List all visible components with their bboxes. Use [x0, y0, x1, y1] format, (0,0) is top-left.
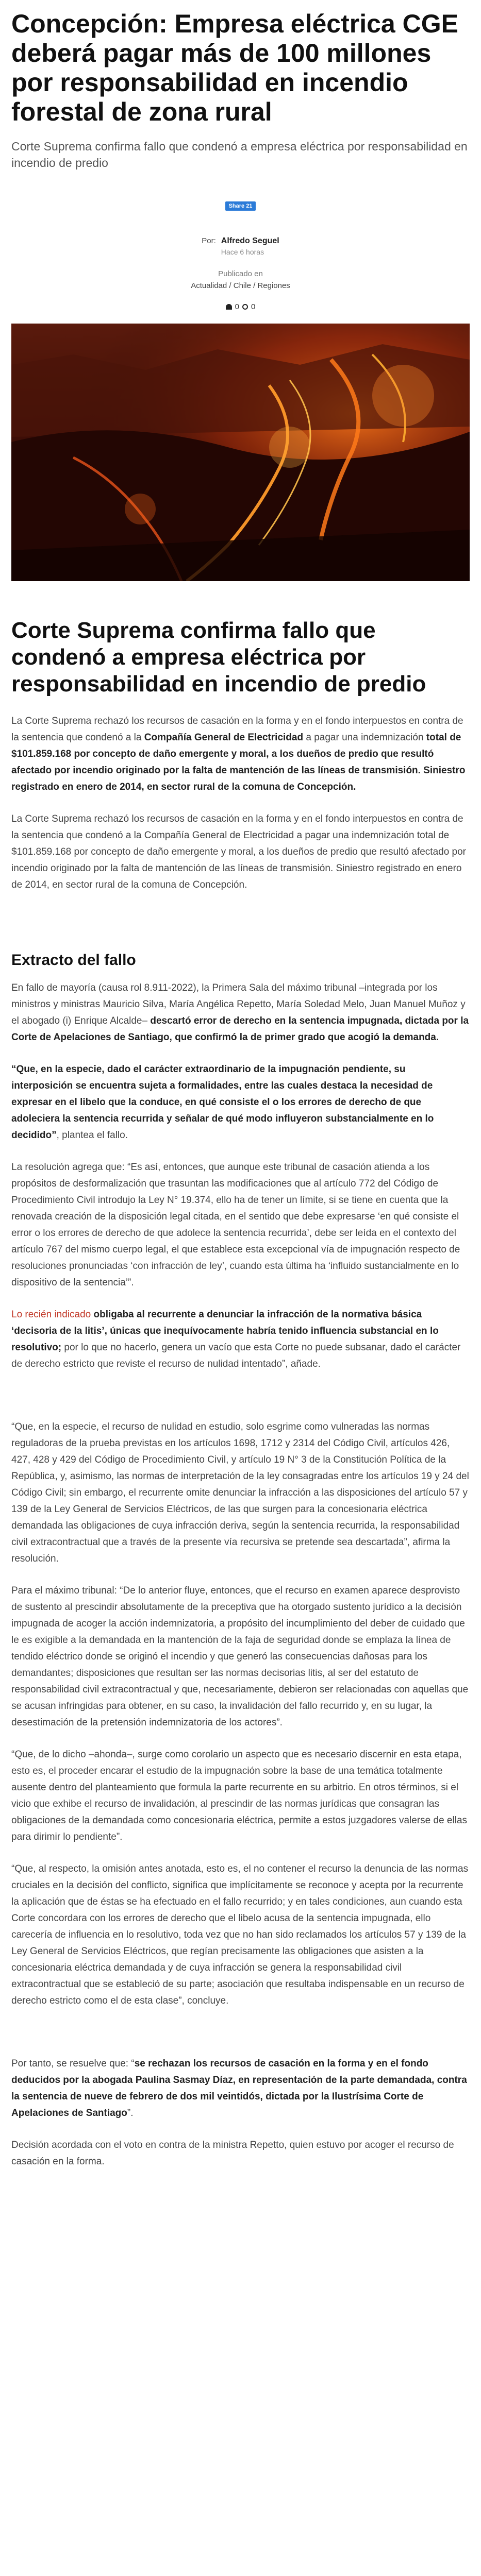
- heart-icon[interactable]: [226, 304, 232, 310]
- text-run: La Corte Suprema rechazó los recursos de casación en la forma y en el fondo interpuestos en contra de la sentencia que condenó a la: [11, 716, 463, 743]
- author-text: [221, 236, 279, 256]
- fire-illustration: [11, 324, 470, 581]
- facebook-share-button[interactable]: Share 21: [225, 201, 256, 211]
- text-run: En fallo de mayoría (causa rol 8.911-2022), la Primera Sala del máximo tribunal –integrada por los ministros y ministras Mauricio Silva, María Angélica Repetto, María Soledad Melo, Juan Manuel Muñoz y el abogado (i) Enrique Alcalde–: [11, 982, 466, 1026]
- author-by-label: Por:: [202, 236, 216, 245]
- paragraph: La resolución agrega que: “Es así, entonces, que aunque este tribunal de casación atienda a los propósitos de desformalización que trasuntan las modificaciones que al artículo 772 del Código de Procedimiento Civil introdujo la Ley N° 19.374, ello ha de tener un límite, si se tiene en cuenta que la renovada creación de la disposición legal citada, en el sentido que debe expresarse ‘en qué consiste el error o los errores de derecho de que adolece la sentencia recurrida’, debe ser leída en el contexto del artículo 767 del mismo cuerpo legal, el que establece esta excepcional vía de impugnación respecto de resoluciones pronunciadas ‘con infracción de ley’, cuando esta última ha ‘influido sustancialmente en lo dispositivo de la sentencia’”.: [11, 1162, 460, 1288]
- reaction-counters: [11, 302, 470, 311]
- comment-icon[interactable]: [242, 304, 248, 310]
- emphasis-text: total de $101.859.168 por concepto de daño emergente y moral, a los dueños de predio que resultó afectado por incendio originado por la falta de mantención de las líneas de transmisión. Siniestro registrado en enero de 2014, en sector rural de la comuna de Concepción.: [11, 732, 466, 792]
- paragraph: “Que, de lo dicho –ahonda–, surge como corolario un aspecto que es necesario discernir en esta etapa, esto es, el proceder encarar el estudio de la impugnación sobre la base de una temática totalmente ausente dentro del planteamiento que formula la parte recurrente en su arbitrio. En otros términos, si el vicio que exhibe el recurso de invalidación, al prescindir de las normas jurídicas que consagran las obligaciones de la demandada como concesionaria eléctrica, permite a estos juzgadores valerse de ellas para dirimir lo pendiente”.: [11, 1749, 468, 1842]
- paragraph: [11, 1307, 470, 1372]
- share-area: [11, 201, 470, 211]
- emphasis-text: se rechazan los recursos de casación en la forma y en el fondo deducidos por la abogada Paulina Sasmay Díaz, en representación de la parte demandada, contra la sentencia de nueve de febrero de dos mil veintidós, dictada por la Ilustrísima Corte de Apelaciones de Santiago: [11, 2058, 467, 2119]
- emphasis-text: obligaba al recurrente a denunciar la infracción de la normativa básica ‘decisoria de la litis’, únicas que inequívocamente habría tenido influencia substancial en lo resolutivo;: [11, 1309, 439, 1353]
- section-title-fallo: Corte Suprema confirma fallo que condenó a empresa eléctrica por responsabilidad en incendio de predio: [11, 618, 426, 697]
- paragraph: [11, 1061, 470, 1144]
- text-run: por lo que no hacerlo, genera un vacío que esta Corte no puede subsanar, dado el carácter de derecho estricto que reviste el recurso de nulidad intentado”, añade.: [11, 1342, 461, 1369]
- quote-text: “Que, en la especie, dado el carácter extraordinario de la impugnación pendiente, su interposición se encuentra sujeta a formalidades, entre las cuales destaca la necesidad de expresar en el libelo que la conduce, en qué consiste el o los errores de derecho de que adoleciera la sentencia recurrida y señalar de qué modo influyeron substancialmente en lo decidido”: [11, 1064, 434, 1141]
- paragraph: Para el máximo tribunal: “De lo anterior fluye, entonces, que el recurso en examen aparece desprovisto de sustento al prescindir absolutamente de la preceptiva que ha otorgado sustento jurídico a la decisión impugnada de acoger la acción indemnizatoria, a propósito del incumplimiento del deber de cuidado que le es exigible a la demandada en la mantención de la faja de seguridad donde se emplaza la línea de tendido eléctrico donde se originó el incendio y que generó las consecuencias dañosas para los demandantes; disposiciones que resultan ser las normas decisorias litis, al ser del estatuto de responsabilidad civil extracontractual y que, necesariamente, debieron ser relacionadas con aquellas que se acusan infringidas para obtener, en su caso, la invalidación del fallo recurrido y, en su lugar, la desestimación de la pretensión indemnizatoria de los actores”.: [11, 1585, 469, 1728]
- paragraph: Decisión acordada con el voto en contra de la ministra Repetto, quien estuvo por acoger el recurso de casación en la forma.: [11, 2140, 454, 2167]
- emphasis-text: descartó error de derecho en la sentencia impugnada, dictada por la Corte de Apelaciones de Santiago, que confirmó la de primer grado que acogió la demanda.: [11, 1015, 469, 1043]
- article-lead: Corte Suprema confirma fallo que condenó a empresa eléctrica por responsabilidad en incendio de predio: [11, 140, 468, 170]
- company-name: Compañía General de Electricidad: [144, 732, 304, 743]
- text-run: Lo recién indicado: [11, 1309, 94, 1320]
- publish-time: Hace 6 horas: [221, 248, 264, 256]
- comment-count: 0: [251, 302, 256, 311]
- paragraph: [11, 713, 470, 795]
- text-run: a pagar una indemnización: [303, 732, 426, 743]
- text-run: ”.: [127, 2108, 134, 2119]
- paragraph: “Que, al respecto, la omisión antes anotada, esto es, el no contener el recurso la denuncia de las normas cruciales en la decisión del conflicto, significa que implícitamente se reconoce y acepta por la recurrente la aplicación que de éstas se ha efectuado en el fallo recurrido; y en tales condiciones, aun cuando esta Corte concordara con los errores de derecho que el libelo acusa de la sentencia impugnada, ello carecería de influencia en lo resolutivo, toda vez que no han sido reclamados los artículos 57 y 139 de la Ley General de Servicios Eléctricos, que regían precisamente las obligaciones que asisten a la concesionaria eléctrica demandada y de cuya infracción se genera la responsabilidad civil extracontractual que se estableció de su parte; asociación que resultaba indispensable en un recurso de derecho estricto como el de esta clase”, concluye.: [11, 1863, 469, 2006]
- paragraph: La Corte Suprema rechazó los recursos de casación en la forma y en el fondo interpuestos en contra de la sentencia que condenó a la Compañía General de Electricidad a pagar una indemnización total de $101.859.168 por concepto de daño emergente y moral, a los dueños de predio que resultó afectado por incendio originado por la falta de mantención de las líneas de transmisión. Siniestro registrado en enero de 2014, en sector rural de la comuna de Concepción.: [11, 814, 467, 890]
- forest-fire-image: [11, 324, 470, 581]
- like-count: 0: [235, 302, 239, 311]
- text-run: Por tanto, se resuelve que: “: [11, 2058, 135, 2069]
- published-in-label: Publicado en: [218, 269, 263, 278]
- author-block: [11, 236, 470, 256]
- paragraph: [11, 2056, 470, 2122]
- text-run: , plantea el fallo.: [56, 1130, 128, 1141]
- paragraph: “Que, en la especie, el recurso de nulidad en estudio, solo esgrime como vulneradas las normas reguladoras de la prueba previstas en los artículos 1698, 1712 y 2314 del Código Civil, artículos 426, 427, 428 y 429 del Código de Procedimiento Civil, y artículo 19 N° 3 de la Constitución Política de la República, y, asimismo, las normas de interpretación de la ley consagradas entre los artículos 19 y 24 del Código Civil; sin embargo, el recurrente omite denunciar la infracción a las disposiciones del artículo 57 y 139 de la Ley General de Servicios Eléctricos, de las que surgen para la concesionaria eléctrica demandada las obligaciones de cuya infracción deriva, según la sentencia recurrida, la responsabilidad civil extracontractual que a través de la presente vía recursiva se pretende sea descartada”, afirma la resolución.: [11, 1421, 469, 1564]
- author-name-link[interactable]: Alfredo Seguel: [221, 236, 279, 245]
- paragraph: [11, 980, 470, 1046]
- section-title-extracto: Extracto del fallo: [11, 952, 136, 969]
- category-links[interactable]: Actualidad / Chile / Regiones: [191, 281, 290, 290]
- article-headline: Concepción: Empresa eléctrica CGE deberá pagar más de 100 millones por responsabilidad en incendio forestal de zona rural: [11, 9, 458, 126]
